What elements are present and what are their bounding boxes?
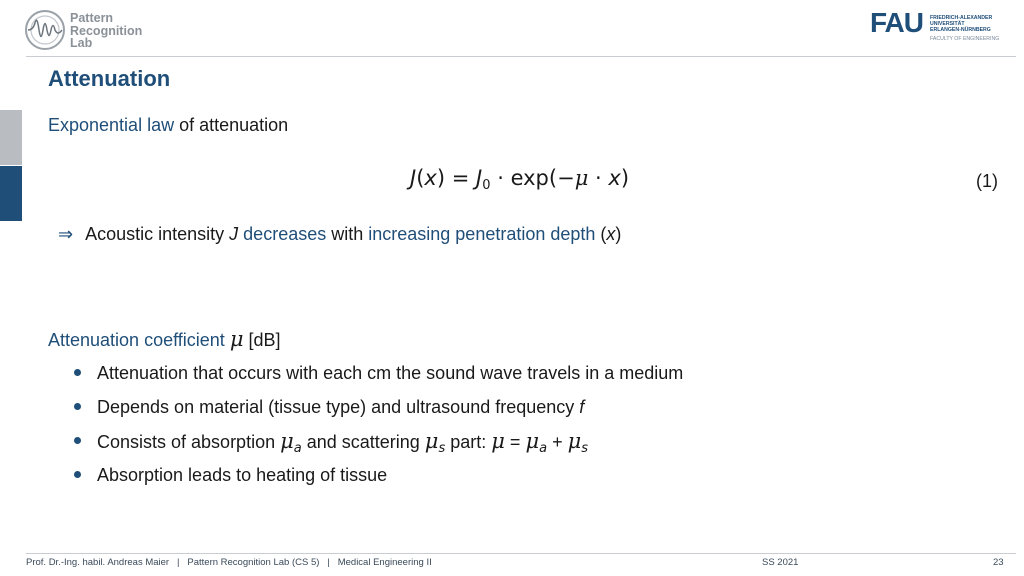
bullet-text: Attenuation that occurs with each cm the sound wave travels in a medium <box>97 363 684 383</box>
bullet-mu: μ <box>567 429 582 453</box>
bullet-mu: μ <box>424 429 439 453</box>
eq-j0-sub: 0 <box>482 178 491 193</box>
header-divider <box>26 56 1016 57</box>
fau-logo-line: UNIVERSITÄT <box>930 21 965 27</box>
fau-mark: FAU <box>870 7 923 38</box>
implication-var-j: J <box>229 224 239 244</box>
bullet-sub-s: s <box>438 441 446 456</box>
fau-logo-text <box>930 15 999 42</box>
fau-logo-line: FRIEDRICH-ALEXANDER <box>930 15 993 21</box>
eq-dot: · <box>497 166 504 190</box>
coefficient-heading-highlight: Attenuation coefficient <box>48 330 225 350</box>
side-section-tab-previous[interactable] <box>0 110 22 165</box>
coefficient-unit: [dB] <box>248 330 281 350</box>
fau-logo <box>870 9 1010 45</box>
bullet-text: Absorption leads to heating of tissue <box>97 465 388 485</box>
bullet-mu: μ <box>525 429 540 453</box>
bullet-icon <box>74 437 81 444</box>
list-item <box>74 463 683 497</box>
implication-highlight: decreases <box>243 224 327 244</box>
fau-faculty: FACULTY OF ENGINEERING <box>930 36 1000 42</box>
bullet-icon <box>74 369 81 376</box>
attenuation-equation: $J(x) = J_0 \cdot \exp(-\mu \cdot x)$ <box>410 166 630 193</box>
eq-equals: = <box>451 166 470 190</box>
bullet-equals: = <box>504 432 526 452</box>
implication-text: Acoustic intensity <box>85 224 230 244</box>
list-item <box>74 429 683 463</box>
implication-var-x: x <box>606 224 616 244</box>
list-item <box>74 395 683 429</box>
bullet-text: Consists of absorption <box>97 432 281 452</box>
law-heading-highlight: Exponential law <box>48 115 175 135</box>
slide-title: Attenuation <box>48 66 171 91</box>
eq-arg: x <box>424 166 437 190</box>
list-item <box>74 361 683 395</box>
footer-divider <box>26 553 1016 554</box>
pattern-recognition-lab-logo <box>24 9 184 51</box>
lab-logo-line: Pattern <box>70 11 114 25</box>
coefficient-heading <box>48 327 281 351</box>
lab-logo-text <box>70 12 142 50</box>
eq-j0: J <box>476 166 483 190</box>
law-heading-rest: of attenuation <box>174 115 289 135</box>
implies-arrow-icon: ⇒ <box>58 224 74 245</box>
implication-text: ( <box>595 224 607 244</box>
bullet-mu: μ <box>491 429 505 453</box>
bullet-text: and scattering <box>301 432 425 452</box>
implication-highlight: increasing penetration depth <box>368 224 596 244</box>
bullet-icon <box>74 403 81 410</box>
coefficient-bullet-list <box>74 361 683 497</box>
eq-x: x <box>608 166 621 190</box>
bullet-text: Depends on material (tissue type) and ultrasound frequency <box>97 397 580 417</box>
lab-logo-icon <box>24 9 66 51</box>
lab-logo-line: Lab <box>70 36 93 50</box>
footer-page-number: 23 <box>993 557 1004 568</box>
equation-number: (1) <box>976 171 998 191</box>
eq-exp: exp <box>510 166 549 190</box>
footer-credits: Prof. Dr.-Ing. habil. Andreas Maier | Pattern Recognition Lab (CS 5) | Medical Engineering II <box>26 557 432 568</box>
implication-line <box>58 224 621 245</box>
bullet-plus: + <box>547 432 568 452</box>
eq-minus: − <box>557 166 575 190</box>
bullet-icon <box>74 471 81 478</box>
footer-term: SS 2021 <box>762 557 799 568</box>
coefficient-mu: μ <box>229 327 244 351</box>
bullet-sub-s: s <box>581 441 589 456</box>
lab-logo-line: Recognition <box>70 23 143 38</box>
side-section-tab-current[interactable] <box>0 166 22 221</box>
implication-text: ) <box>615 224 622 244</box>
bullet-sub-a: a <box>293 441 302 456</box>
eq-mu: μ <box>574 166 589 190</box>
implication-text: with <box>326 224 369 244</box>
bullet-mu: μ <box>280 429 294 453</box>
bullet-text: part: <box>445 432 492 452</box>
bullet-sub-a: a <box>539 441 548 456</box>
fau-logo-line: ERLANGEN-NÜRNBERG <box>930 27 991 33</box>
eq-lhs: J <box>410 166 417 190</box>
law-heading <box>48 115 288 136</box>
eq-dot2: · <box>595 166 602 190</box>
bullet-var-f: f <box>579 397 585 417</box>
